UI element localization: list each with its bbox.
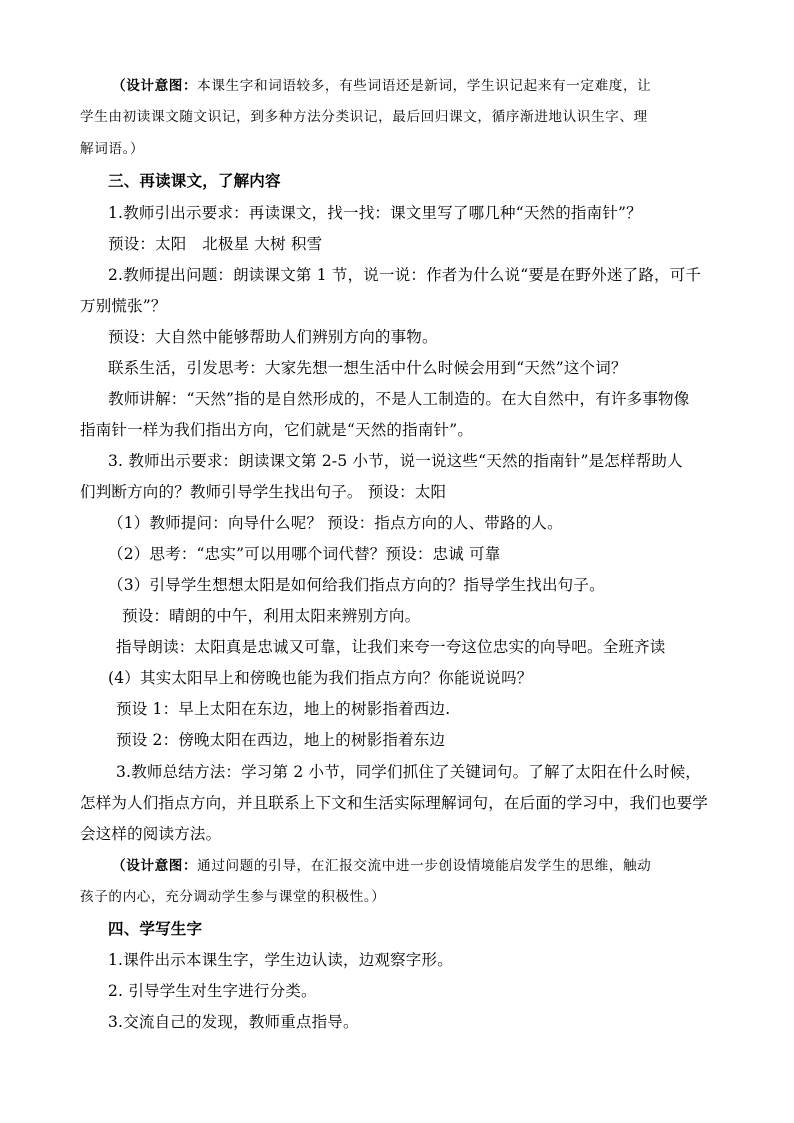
section-3-heading: 三、再读课文，了解内容 (108, 171, 281, 190)
section-3-summary-line-1: 3.教师总结方法：学习第 2 小节，同学们抓住了关键词句。了解了太阳在什么时候， (116, 763, 702, 781)
section-3-item-2-explain-line-2: 指南针一样为我们指出方向，它们就是“天然的指南针”。 (80, 421, 474, 439)
design-note-1-line-2: 学生由初读课文随文识记，到多种方法分类识记，最后回归课文，循序渐进地认识生字、理 (80, 109, 648, 125)
section-3-sub-3-guide: 指导朗读：太阳真是忠诚又可靠，让我们来夸一夸这位忠实的向导吧。全班齐读 (116, 638, 666, 656)
section-3-item-2-explain-line-1: 教师讲解：“天然”指的是自然形成的，不是人工制造的。在大自然中，有许多事物像 (108, 390, 690, 408)
design-note-text: 本课生字和词语较多，有些词语还是新词，学生识记起来有一定难度，让 (197, 78, 652, 94)
section-3-summary-line-2: 怎样为人们指点方向，并且联系上下文和生活实际理解词句，在后面的学习中，我们也要学 (80, 794, 709, 812)
section-3-sub-4-preset-2: 预设 2：傍晚太阳在西边，地上的树影指着东边 (116, 731, 446, 749)
section-3-item-1: 1.教师引出示要求：再读课文，找一找：课文里写了哪几种“天然的指南针”？ (108, 204, 642, 222)
design-note-1-line-3: 解词语。） (80, 141, 145, 157)
section-3-sub-3-preset: 预设：晴朗的中午，利用太阳来辨别方向。 (122, 607, 421, 625)
section-3-item-2-link: 联系生活，引发思考：大家先想一想生活中什么时候会用到“天然”这个词？ (108, 359, 627, 377)
section-3-item-3-line-1: 3. 教师出示要求：朗读课文第 2-5 小节，说一说这些“天然的指南针”是怎样帮助人 (108, 452, 683, 470)
design-note-label: （设计意图： (112, 78, 198, 94)
section-3-sub-4: (4）其实太阳早上和傍晚也能为我们指点方向？你能说说吗？ (108, 669, 533, 687)
section-3-sub-4-preset-1: 预设 1：早上太阳在东边，地上的树影指着西边. (116, 700, 451, 718)
section-3-item-2-line-1: 2.教师提出问题：朗读课文第 1 节，说一说：作者为什么说“要是在野外迷了路，可千 (108, 266, 702, 284)
design-note-2-line-2: 孩子的内心，充分调动学生参与课堂的积极性。） (80, 889, 386, 905)
section-3-sub-3: （3）引导学生想想太阳是如何给我们指点方向的？指导学生找出句子。 (108, 576, 605, 594)
section-3-item-2-line-2: 万别慌张”？ (80, 297, 167, 315)
section-3-item-1-preset: 预设：太阳 北极星 大树 积雪 (108, 235, 323, 253)
section-4-item-3: 3.交流自己的发现，教师重点指导。 (108, 1013, 359, 1031)
section-3-summary-line-3: 会这样的阅读方法。 (80, 825, 222, 843)
section-3-sub-1: （1）教师提问：向导什么呢？ 预设：指点方向的人、带路的人。 (108, 514, 563, 532)
section-3-sub-2: （2）思考：“忠实”可以用哪个词代替？预设：忠诚 可靠 (108, 545, 501, 563)
design-note-1-line-1 (112, 76, 651, 96)
section-3-item-3-line-2: 们判断方向的？教师引导学生找出句子。 预设：太阳 (80, 483, 447, 501)
section-3-item-2-preset: 预设：大自然中能够帮助人们辨别方向的事物。 (108, 328, 438, 346)
section-4-heading: 四、学写生字 (108, 919, 203, 938)
section-4-item-2: 2. 引导学生对生字进行分类。 (108, 982, 317, 1000)
design-note-2-line-1 (112, 856, 651, 876)
section-4-item-1: 1.课件出示本课生字，学生边认读，边观察字形。 (108, 951, 453, 969)
design-note-label: （设计意图： (112, 858, 198, 874)
design-note-text: 通过问题的引导，在汇报交流中进一步创设情境能启发学生的思维，触动 (197, 858, 652, 874)
